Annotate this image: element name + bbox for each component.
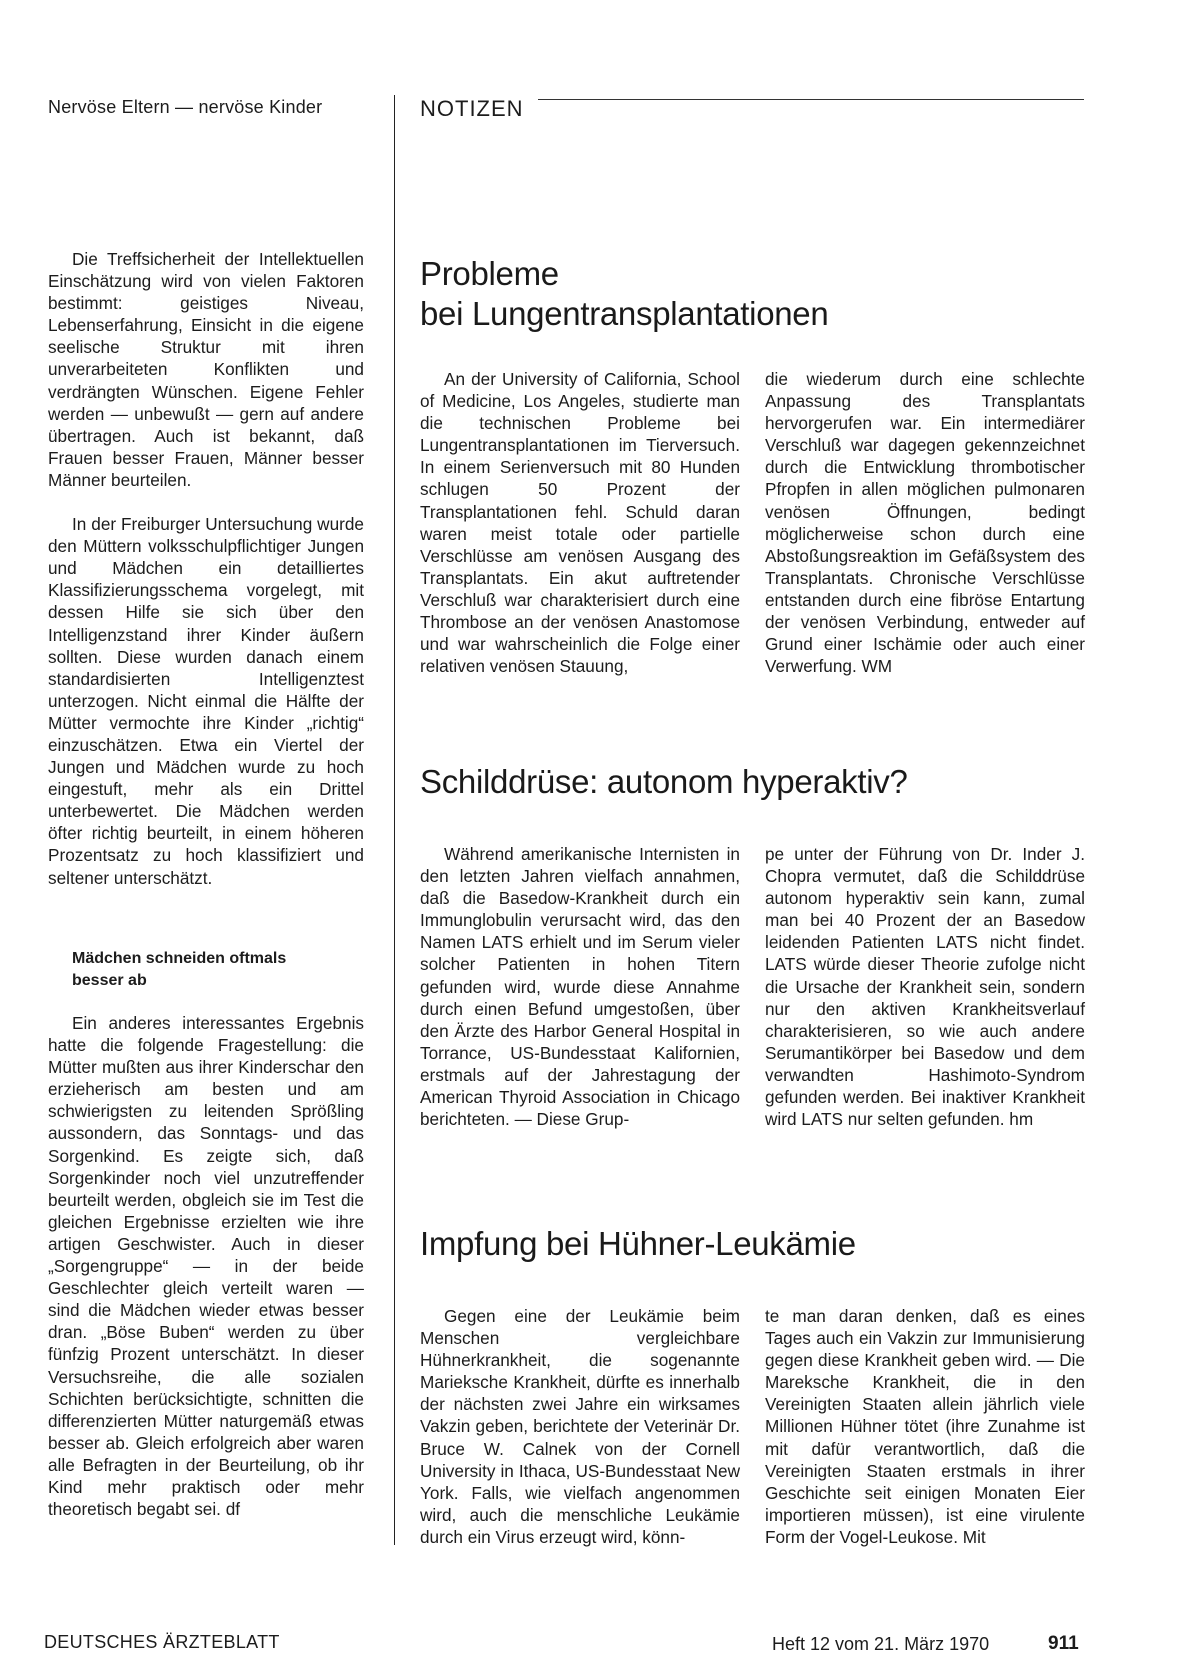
paragraph: Während amerikanische Internisten in den letzten Jahren vielfach annahmen, daß die Basedow-Krankheit durch ein Immunglobulin verursacht wird, das den Namen LATS erhielt und im Serum vieler solcher Patienten in hohen Titern gefunden wird, wurde diese Annahme durch einen Befund umgestoßen, über den Ärzte des Harbor General Hospital in Torrance, US-Bundesstaat Kalifornien, erstmals auf der Jahrestagung der American Thyroid Association in Chicago berichteten. — Diese Grup- <box>420 844 740 1130</box>
page-number: 911 <box>1048 1633 1079 1654</box>
headline-line: bei Lungentransplantationen <box>420 295 829 332</box>
publication-name: DEUTSCHES ÄRZTEBLATT <box>44 1632 280 1652</box>
paragraph: In der Freiburger Untersuchung wurde den Müttern volksschulpflichtiger Jungen und Mädchen ein detailliertes Klassifizierungsschema vorgelegt, mit dessen Hilfe sie sich über den Intelligenzstand ihrer Kinder äußern sollten. Diese wurden danach einem standardisierten Intelligenztest unterzogen. Nicht einmal die Hälfte der Mütter vermochte ihre Kinder „richtig“ einzuschätzen. Etwa ein Viertel der Jungen und Mädchen wurde zu hoch eingestuft, mehr als ein Drittel unterbewertet. Die Mädchen werden öfter richtig beurteilt, in einem höheren Prozentsatz zu hoch klassifiziert und seltener unterschätzt. <box>48 514 364 888</box>
headline-line: Schilddrüse: autonom hyperaktiv? <box>420 763 908 800</box>
article-2-col-1 <box>420 843 740 1130</box>
paragraph: Die Treffsicherheit der Intellektuellen Einschätzung wird von vielen Faktoren bestimmt: geistiges Niveau, Lebenserfahrung, Einsicht in die eigene seelische Struktur mit ihren unverarbeiteten Konflikten und verdrängten Wünschen. Eigene Fehler werden — unbewußt — gern auf andere übertragen. Auch ist bekannt, daß Frauen besser Frauen, Männer besser Männer beurteilen. <box>48 249 364 490</box>
paragraph: An der University of California, School of Medicine, Los Angeles, studierte man die technischen Probleme bei Lungentransplantationen im Tierversuch. In einem Serienversuch mit 80 Hunden schlugen 50 Prozent der Transplantationen fehl. Schuld daran waren meist totale oder partielle Verschlüsse am venösen Ausgang des Transplantats. Ein akut auftretender Verschluß war charakterisiert durch eine Thrombose an der venösen Anastomose und war wahrscheinlich die Folge einer relativen venösen Stauung, <box>420 369 740 677</box>
paragraph: Gegen eine der Leukämie beim Menschen vergleichbare Hühnerkrankheit, die sogenannte Marieksche Krankheit, dürfte es innerhalb der nächsten zwei Jahre ein wirksames Vakzin geben, berichtete der Veterinär Dr. Bruce W. Calnek von der Cornell University in Ithaca, US-Bundesstaat New York. Falls, wie vielfach angenommen wird, auch die menschliche Leukämie durch ein Virus erzeugt wird, könn- <box>420 1306 740 1547</box>
article-1-col-2 <box>765 368 1085 677</box>
left-column-intro <box>48 248 364 889</box>
paragraph: die wiederum durch eine schlechte Anpassung des Transplantats hervorgerufen war. Ein intermediärer Verschluß war dagegen gekennzeichnet durch die Entwicklung thrombotischer Pfropfen in allen möglichen pulmonaren venösen Öffnungen, bedingt möglicherweise schon durch eine Abstoßungsreaktion im Gefäßsystem des Transplantats. Chronische Verschlüsse entstanden durch eine fibröse Entartung der venösen Verbindung, entweder auf Grund einer Ischämie oder auch einer Verwerfung. WM <box>765 369 1085 677</box>
subheading <box>72 948 292 992</box>
article-3-col-2 <box>765 1305 1085 1548</box>
headline-line: Probleme <box>420 255 559 292</box>
section-rule <box>538 99 1084 100</box>
column-divider <box>394 95 395 1545</box>
headline-line: Impfung bei Hühner-Leukämie <box>420 1225 856 1262</box>
article-1-col-1 <box>420 368 740 677</box>
left-column-continued <box>48 1012 364 1520</box>
article-1-title <box>420 254 1080 334</box>
paragraph: pe unter der Führung von Dr. Inder J. Chopra vermutet, daß die Schilddrüse autonom hyperaktiv sein kann, zumal man bei 40 Prozent der an Basedow leidenden Patienten LATS nicht findet. LATS würde dieser Theorie zufolge nicht die Ursache der Krankheit sein, sondern nur den aktiven Krankheitsverlauf charakterisieren, so wie auch andere Serumantikörper bei Basedow und dem verwandten Hashimoto-Syndrom gefunden werden. Bei inaktiver Krankheit wird LATS nur selten gefunden. hm <box>765 844 1085 1130</box>
section-label: NOTIZEN <box>420 96 524 121</box>
article-3-col-1 <box>420 1305 740 1548</box>
article-2-col-2 <box>765 843 1085 1130</box>
issue-info: Heft 12 vom 21. März 1970 <box>772 1634 990 1654</box>
paragraph: te man daran denken, daß es eines Tages auch ein Vakzin zur Immunisierung gegen diese Krankheit geben wird. — Die Mareksche Krankheit, die in den Vereinigten Staaten allein jährlich viele Millionen Hühner tötet (ihre Zunahme ist mit dafür verantwortlich, daß die Vereinigten Staaten erstmals in ihrer Geschichte seit einigen Monaten Eier importieren müssen), ist eine virulente Form der Vogel-Leukose. Mit <box>765 1306 1085 1547</box>
running-title: Nervöse Eltern — nervöse Kinder <box>48 97 323 117</box>
subheading-text: Mädchen schneiden oftmals besser ab <box>72 950 287 989</box>
article-2-title <box>420 762 1080 802</box>
article-3-title <box>420 1224 1080 1264</box>
paragraph: Ein anderes interessantes Ergebnis hatte die folgende Fragestellung: die Mütter mußten aus ihrer Kinderschar den erzieherisch am besten und am schwierigsten zu leitenden Sprößling aussondern, das Sonntags- und das Sorgenkind. Es zeigte sich, daß Sorgenkinder noch viel unzutreffender beurteilt werden, obgleich sie im Test die gleichen Ergebnisse erzielten wie ihre artigen Geschwister. Auch in dieser „Sorgengruppe“ — in der beide Geschlechter gleich verteilt waren — sind die Mädchen wieder etwas besser dran. „Böse Buben“ werden zu über fünfzig Prozent unterschätzt. In dieser Versuchsreihe, die alle sozialen Schichten berücksichtigte, schnitten die differenzierten Mütter naturgemäß etwas besser ab. Gleich erfolgreich aber waren alle Befragten in der Beurteilung, ob ihr Kind mehr praktisch oder mehr theoretisch begabt sei. df <box>48 1013 364 1520</box>
